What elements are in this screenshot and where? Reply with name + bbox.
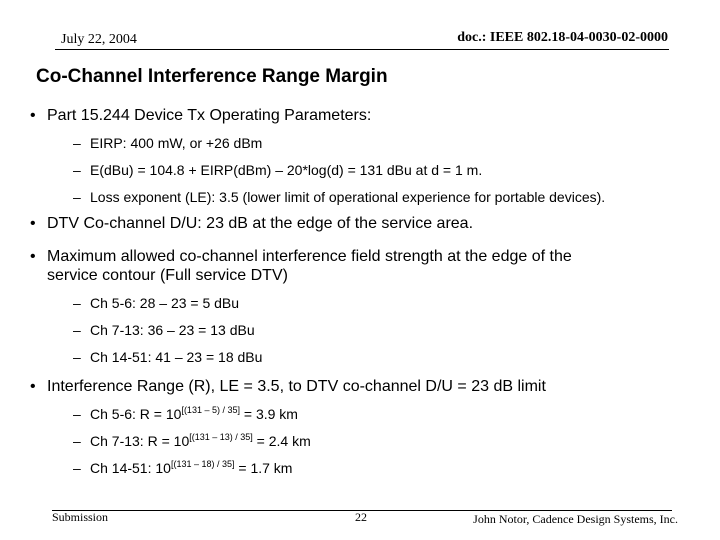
bullet-text-line1: Maximum allowed co-channel interference field strength at the edge of the	[47, 248, 572, 265]
sub-bullet-range-ch5-6	[73, 406, 298, 423]
bullet-dot: •	[30, 107, 36, 124]
header-date: July 22, 2004	[61, 32, 137, 47]
sub-bullet-text: Ch 5-6: 28 – 23 = 5 dBu	[90, 295, 240, 311]
bullet-dot: •	[30, 248, 36, 265]
sub-bullet-field-strength	[73, 162, 482, 179]
footer-author: John Notor, Cadence Design Systems, Inc.	[473, 512, 678, 526]
sub-bullet-loss-exponent	[73, 189, 605, 206]
bullet-text: Interference Range (R), LE = 3.5, to DTV co-channel D/U = 23 dB limit	[47, 378, 546, 395]
footer-submission: Submission	[52, 510, 109, 524]
sub-bullet-text: Ch 7-13: 36 – 23 = 13 dBu	[90, 322, 255, 338]
header-rule	[55, 49, 669, 50]
sub-bullet-eirp	[73, 135, 262, 152]
sub-bullet-ch5-6	[73, 295, 239, 312]
bullet-text	[47, 247, 572, 285]
dash-glyph: –	[73, 295, 81, 311]
sub-bullet-range-ch14-51	[73, 460, 292, 477]
formula-result: = 1.7 km	[234, 460, 293, 476]
sub-bullet-ch14-51	[73, 349, 262, 366]
sub-bullet-range-ch7-13	[73, 433, 311, 450]
bullet-text: Part 15.244 Device Tx Operating Parameters:	[47, 107, 372, 124]
dash-glyph: –	[73, 162, 81, 178]
formula-base: Ch 7-13: R = 10	[90, 433, 190, 449]
dash-glyph: –	[73, 460, 81, 476]
formula-result: = 3.9 km	[239, 406, 298, 422]
dash-glyph: –	[73, 189, 81, 205]
header-doc-id: doc.: IEEE 802.18-04-0030-02-0000	[457, 30, 668, 45]
formula-base: Ch 14-51: 10	[90, 460, 171, 476]
dash-glyph: –	[73, 406, 81, 422]
sub-bullet-text: E(dBu) = 104.8 + EIRP(dBm) – 20*log(d) = 131 dBu at d = 1 m.	[90, 162, 483, 178]
sub-bullet-ch7-13	[73, 322, 255, 339]
formula-exponent: [(131 – 13) / 35]	[189, 432, 253, 442]
bullet-text-line2: service contour (Full service DTV)	[47, 267, 288, 284]
slide-title: Co-Channel Interference Range Margin	[36, 66, 388, 87]
sub-bullet-text: EIRP: 400 mW, or +26 dBm	[90, 135, 263, 151]
bullet-text: DTV Co-channel D/U: 23 dB at the edge of the service area.	[47, 215, 474, 232]
dash-glyph: –	[73, 135, 81, 151]
formula-base: Ch 5-6: R = 10	[90, 406, 182, 422]
formula-exponent: [(131 – 18) / 35]	[170, 459, 235, 469]
dash-glyph: –	[73, 322, 81, 338]
dash-glyph: –	[73, 349, 81, 365]
formula-exponent: [(131 – 5) / 35]	[181, 405, 240, 415]
dash-glyph: –	[73, 433, 81, 449]
formula-result: = 2.4 km	[252, 433, 311, 449]
sub-bullet-text: Ch 14-51: 41 – 23 = 18 dBu	[90, 349, 263, 365]
footer-page-number: 22	[355, 510, 367, 524]
sub-bullet-text: Loss exponent (LE): 3.5 (lower limit of operational experience for portable devices).	[90, 189, 606, 205]
bullet-dot: •	[30, 215, 36, 232]
bullet-dot: •	[30, 378, 36, 395]
